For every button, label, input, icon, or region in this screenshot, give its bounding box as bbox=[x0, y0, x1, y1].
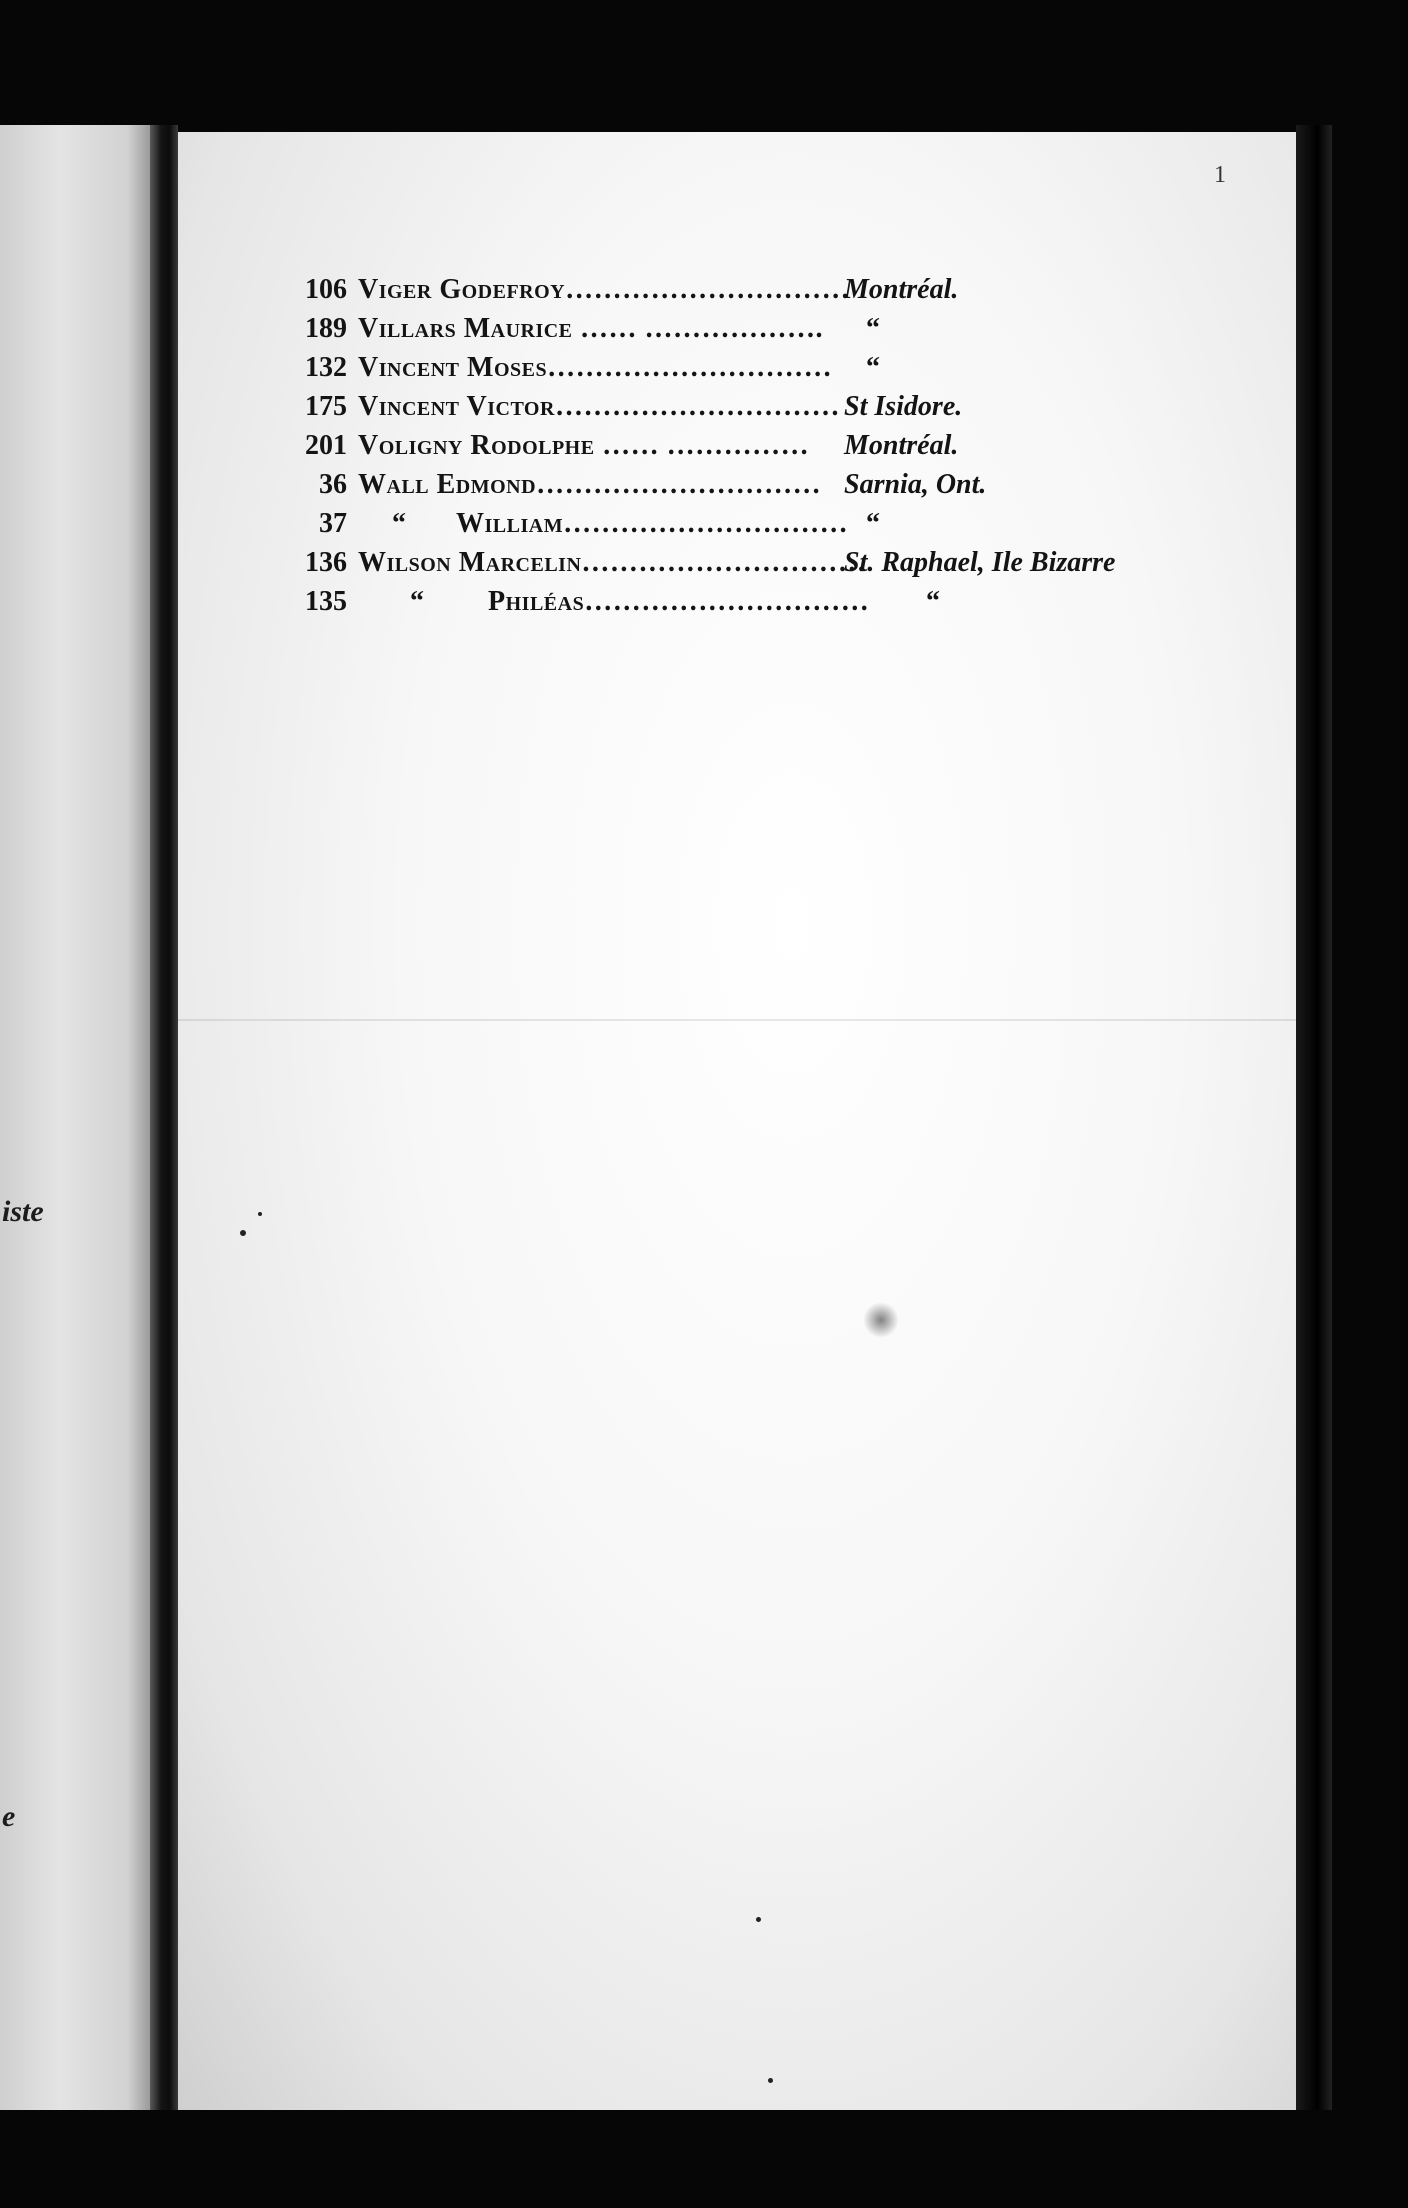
index-entry bbox=[264, 508, 1164, 547]
ink-smudge bbox=[863, 1302, 899, 1338]
entry-number: 201 bbox=[305, 430, 347, 461]
speck bbox=[258, 1212, 262, 1216]
entry-number: 37 bbox=[319, 508, 347, 539]
entry-name: Voligny Rodolphe …… …………… bbox=[358, 430, 810, 461]
dot-leader: ………………………… bbox=[536, 469, 822, 500]
page-edge-shadow bbox=[1296, 125, 1332, 2110]
entry-number: 36 bbox=[319, 469, 347, 500]
dot-leader: …… ………………. bbox=[580, 313, 824, 344]
index-entry bbox=[264, 547, 1164, 586]
entry-number: 175 bbox=[305, 391, 347, 422]
entry-place-ditto: “ bbox=[866, 352, 880, 383]
index-entry bbox=[264, 469, 1164, 508]
index-entry bbox=[264, 352, 1164, 391]
entry-name: Wall Edmond………………………… bbox=[358, 469, 822, 500]
index-entry bbox=[264, 391, 1164, 430]
dot-leader: ………………………… bbox=[584, 586, 870, 617]
entry-place: St Isidore. bbox=[844, 391, 963, 422]
entry-place-ditto: “ bbox=[926, 586, 940, 617]
entry-name: Philéas………………………… bbox=[488, 586, 870, 617]
page-fold-line bbox=[178, 1019, 1296, 1021]
entry-place: Montréal. bbox=[844, 274, 959, 305]
name-index-list bbox=[264, 274, 1164, 625]
speck bbox=[768, 2078, 773, 2083]
index-entry bbox=[264, 586, 1164, 625]
dot-leader: ………………………… bbox=[563, 508, 849, 539]
entry-name: Viger Godefroy………………………… bbox=[358, 274, 851, 305]
dot-leader: …… …………… bbox=[602, 430, 810, 461]
book-binding-gutter bbox=[150, 125, 178, 2110]
dot-leader: ………………………… bbox=[547, 352, 833, 383]
index-page bbox=[178, 132, 1296, 2110]
speck bbox=[240, 1230, 246, 1236]
entry-name: William………………………… bbox=[456, 508, 849, 539]
page-corner-mark: 1 bbox=[1214, 162, 1226, 188]
name-ditto-mark: “ bbox=[410, 586, 424, 617]
entry-name: Vincent Victor………………………… bbox=[358, 391, 840, 422]
index-entry bbox=[264, 430, 1164, 469]
entry-name: Villars Maurice …… ………………. bbox=[358, 313, 824, 344]
dot-leader: ………………………… bbox=[565, 274, 851, 305]
entry-number: 135 bbox=[305, 586, 347, 617]
name-ditto-mark: “ bbox=[392, 508, 406, 539]
entry-place: Montréal. bbox=[844, 430, 959, 461]
entry-name: Vincent Moses………………………… bbox=[358, 352, 833, 383]
index-entry bbox=[264, 313, 1164, 352]
entry-number: 106 bbox=[305, 274, 347, 305]
entry-place: Sarnia, Ont. bbox=[844, 469, 987, 500]
entry-place: St. Raphael, Ile Bizarre bbox=[844, 547, 1116, 578]
entry-place-ditto: “ bbox=[866, 508, 880, 539]
entry-name: Wilson Marcelin………………………… bbox=[358, 547, 867, 578]
index-entry bbox=[264, 274, 1164, 313]
entry-number: 136 bbox=[305, 547, 347, 578]
entry-place-ditto: “ bbox=[866, 313, 880, 344]
left-page-fragment bbox=[0, 125, 150, 2110]
entry-number: 132 bbox=[305, 352, 347, 383]
speck bbox=[756, 1917, 761, 1922]
entry-number: 189 bbox=[305, 313, 347, 344]
left-page-text-fragment: e bbox=[2, 1800, 16, 1833]
dot-leader: ………………………… bbox=[554, 391, 840, 422]
dot-leader: ………………………… bbox=[581, 547, 867, 578]
left-page-text-fragment: iste bbox=[2, 1195, 44, 1228]
